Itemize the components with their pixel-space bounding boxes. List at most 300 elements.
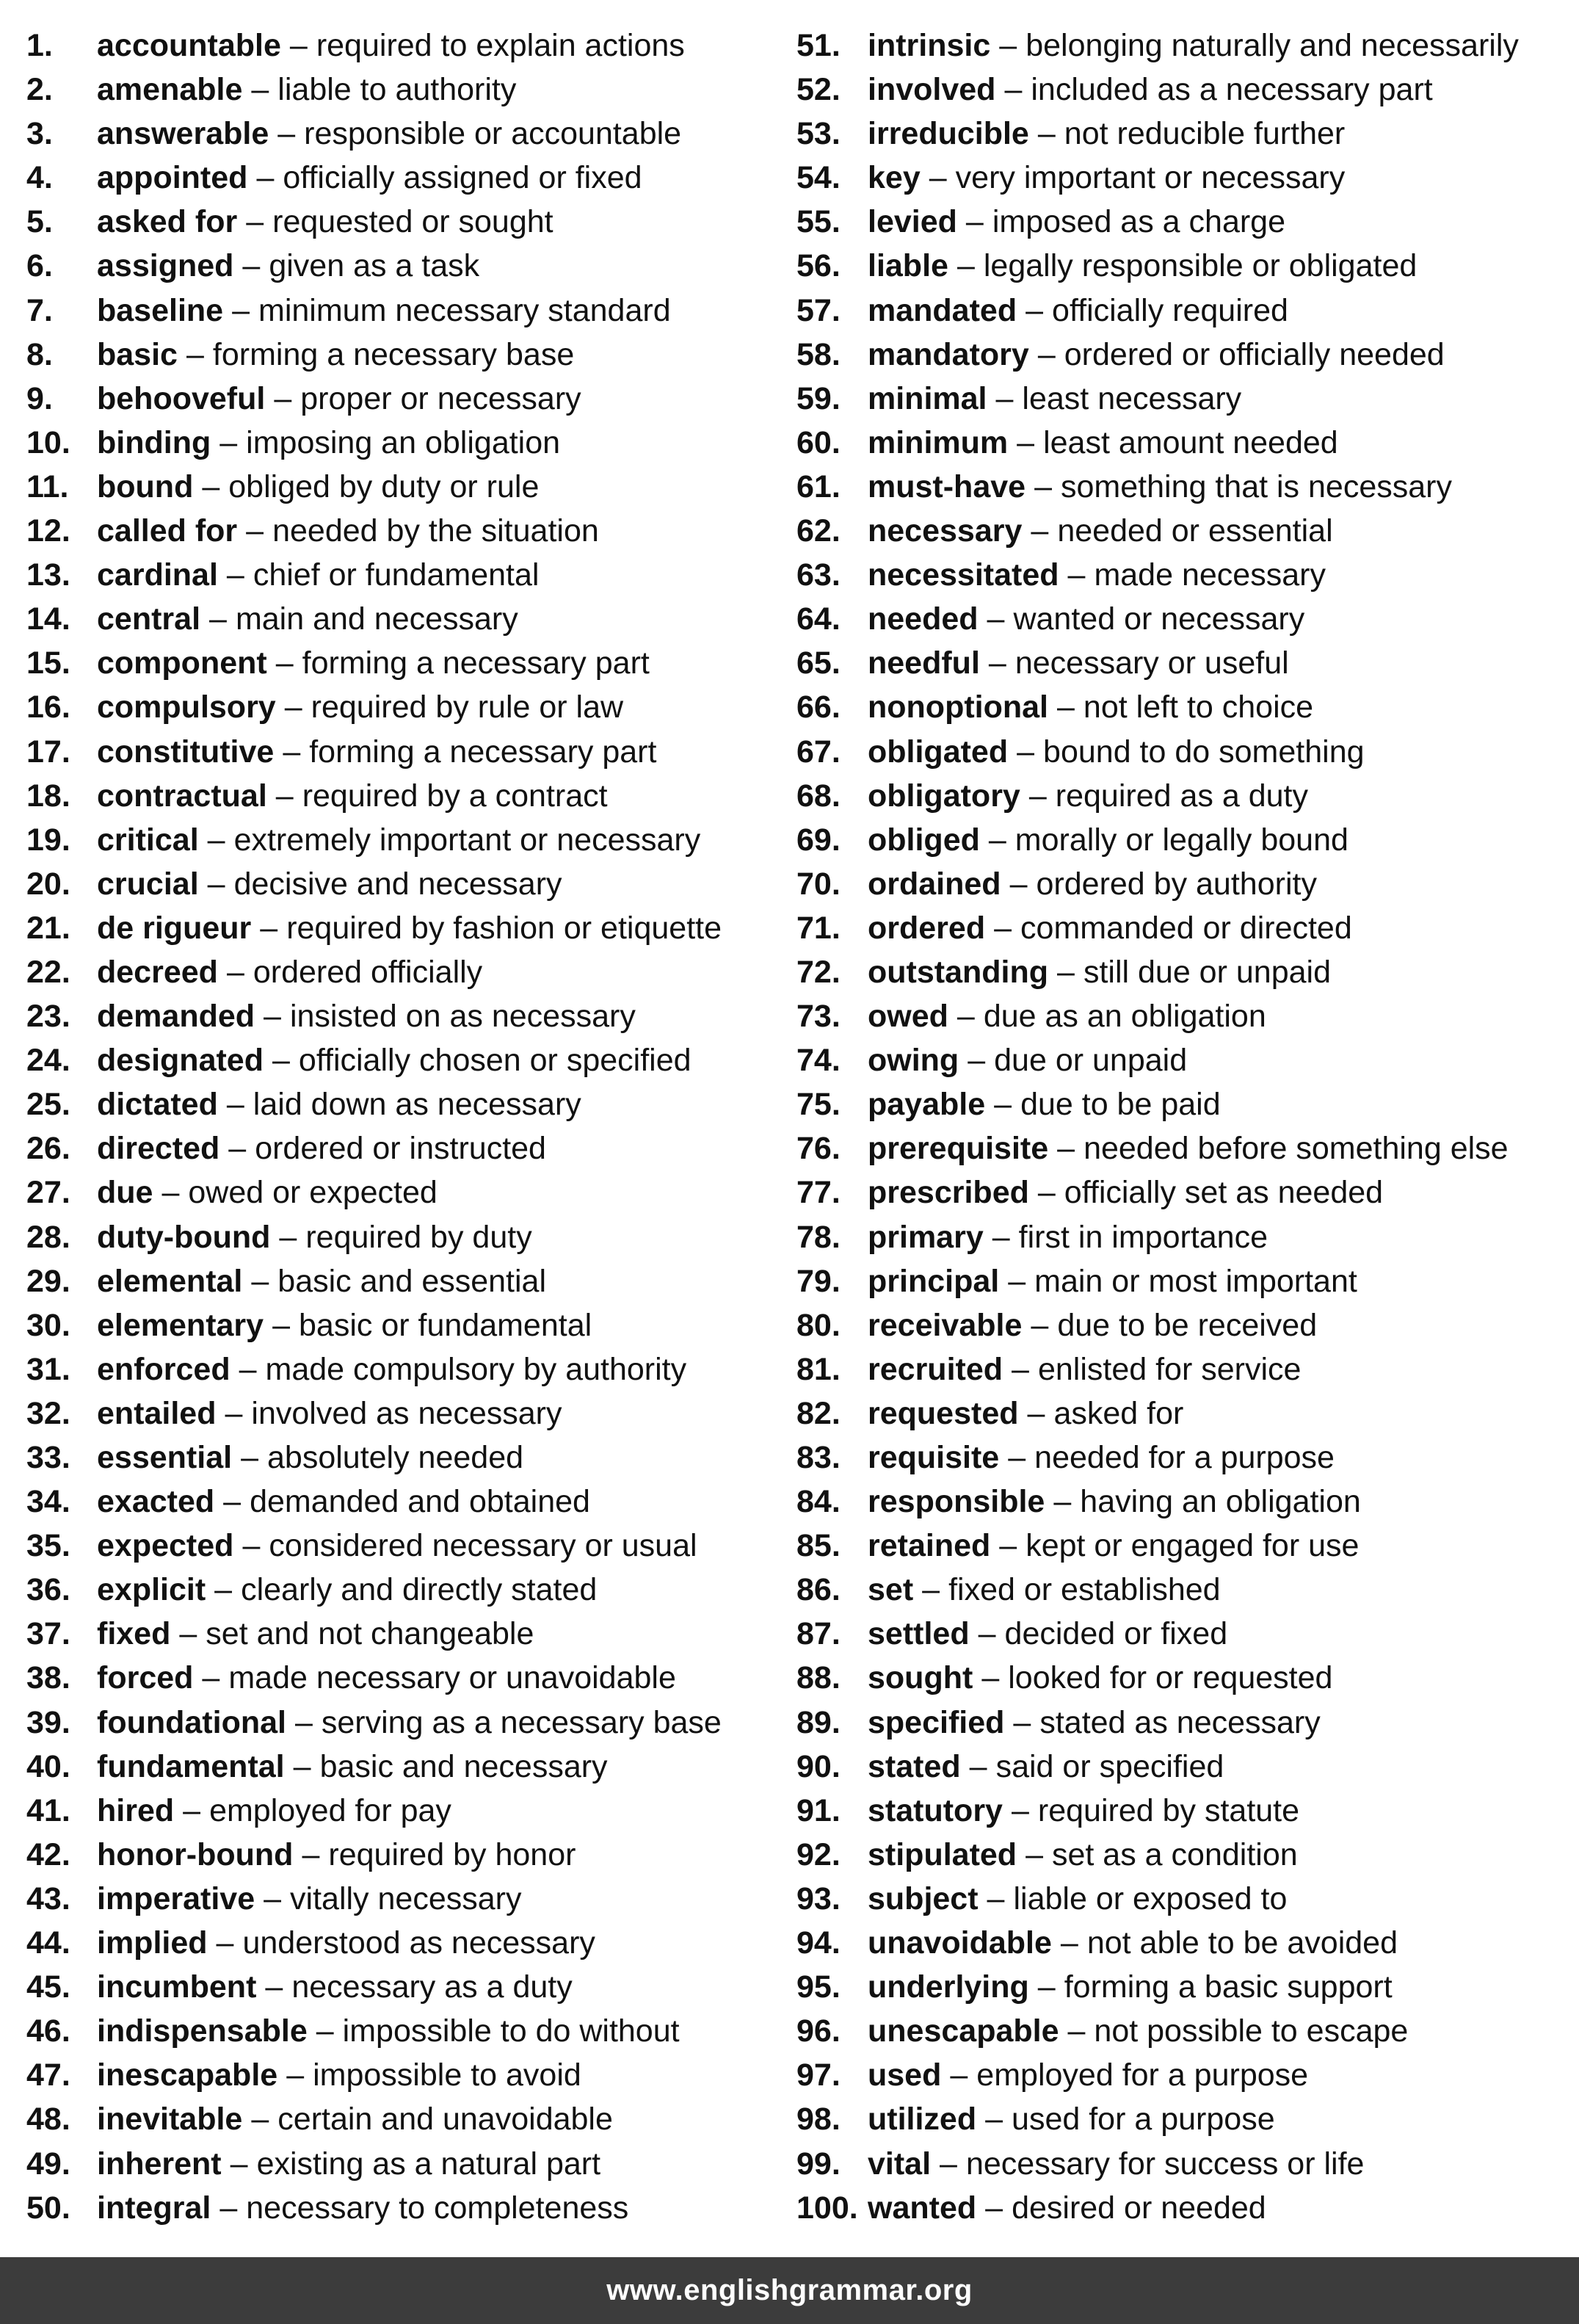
list-item <box>796 465 1575 509</box>
entry-definition: said or specified <box>995 1748 1224 1784</box>
entry-separator: – <box>264 999 281 1035</box>
entry-word: dictated <box>97 1087 218 1123</box>
entry-definition: understood as necessary <box>242 1925 595 1961</box>
entry-separator: – <box>1037 116 1056 152</box>
entry-definition: main and necessary <box>235 601 518 637</box>
entry-separator: – <box>202 1660 220 1696</box>
entry-number: 17. <box>26 734 70 770</box>
entry-definition: having an obligation <box>1080 1484 1361 1520</box>
entry-definition: proper or necessary <box>300 380 581 416</box>
list-item <box>26 68 761 112</box>
list-item <box>796 1656 1575 1700</box>
entry-word: designated <box>97 1043 264 1079</box>
entry-definition: due as an obligation <box>983 999 1266 1035</box>
entry-definition: first in importance <box>1018 1219 1268 1255</box>
entry-word: utilized <box>868 2102 977 2137</box>
list-item <box>26 730 761 774</box>
entry-number: 40. <box>26 1748 70 1784</box>
entry-definition: wanted or necessary <box>1013 601 1305 637</box>
entry-word: critical <box>97 822 199 858</box>
footer-banner <box>0 2257 1579 2324</box>
entry-word: owing <box>868 1043 959 1079</box>
list-item <box>26 289 761 333</box>
entry-word: wanted <box>868 2190 977 2226</box>
entry-word: used <box>868 2057 942 2093</box>
entry-definition: imposing an obligation <box>246 424 561 460</box>
entry-word: responsible <box>868 1484 1045 1520</box>
entry-number: 96. <box>796 2013 841 2049</box>
entry-word: needful <box>868 645 980 681</box>
entry-number: 3. <box>26 116 53 152</box>
entry-definition: forming a basic support <box>1064 1969 1393 2005</box>
entry-separator: – <box>226 1087 244 1123</box>
entry-number: 89. <box>796 1704 841 1740</box>
entry-number: 46. <box>26 2013 70 2049</box>
entry-number: 37. <box>26 1616 70 1652</box>
entry-separator: – <box>940 2146 957 2182</box>
entry-word: necessitated <box>868 557 1059 593</box>
entry-definition: laid down as necessary <box>253 1087 581 1123</box>
entry-definition: ordered or officially needed <box>1064 336 1445 372</box>
entry-separator: – <box>207 866 225 902</box>
word-list-column-right <box>796 23 1575 2230</box>
entry-separator: – <box>1037 1175 1056 1211</box>
list-item <box>796 68 1575 112</box>
entry-number: 90. <box>796 1748 841 1784</box>
list-item <box>26 333 761 377</box>
list-item <box>796 156 1575 200</box>
entry-definition: vitally necessary <box>290 1880 522 1916</box>
list-item <box>796 1259 1575 1303</box>
entry-word: appointed <box>97 160 248 196</box>
entry-definition: something that is necessary <box>1061 468 1452 504</box>
entry-word: incumbent <box>97 1969 257 2005</box>
entry-number: 30. <box>26 1307 70 1343</box>
list-item <box>796 2053 1575 2097</box>
list-item <box>26 1170 761 1215</box>
entry-definition: due to be received <box>1057 1307 1318 1343</box>
list-item <box>796 2009 1575 2053</box>
entry-number: 26. <box>26 1131 70 1167</box>
entry-separator: – <box>950 2057 968 2093</box>
entry-word: sought <box>868 1660 973 1696</box>
entry-number: 72. <box>796 954 841 990</box>
list-item <box>796 2097 1575 2141</box>
entry-number: 24. <box>26 1043 70 1079</box>
entry-number: 98. <box>796 2102 841 2137</box>
entry-number: 12. <box>26 513 70 549</box>
entry-definition: necessary or useful <box>1014 645 1289 681</box>
entry-definition: responsible or accountable <box>304 116 682 152</box>
entry-number: 97. <box>796 2057 841 2093</box>
entry-definition: legally responsible or obligated <box>983 248 1418 284</box>
entry-number: 94. <box>796 1925 841 1961</box>
entry-word: underlying <box>868 1969 1029 2005</box>
entry-definition: decisive and necessary <box>233 866 562 902</box>
entry-word: assigned <box>97 248 234 284</box>
entry-word: called for <box>97 513 238 549</box>
list-item <box>796 774 1575 818</box>
entry-definition: due to be paid <box>1020 1087 1221 1123</box>
entry-word: fundamental <box>97 1748 285 1784</box>
entry-separator: – <box>226 557 244 593</box>
entry-separator: – <box>1004 72 1023 108</box>
list-item <box>26 112 761 156</box>
entry-separator: – <box>1011 1792 1029 1828</box>
footer-url[interactable]: www.englishgrammar.org <box>606 2274 973 2306</box>
entry-number: 23. <box>26 999 70 1035</box>
entry-word: cardinal <box>97 557 218 593</box>
entry-definition: required by fashion or etiquette <box>286 910 722 946</box>
entry-definition: extremely important or necessary <box>233 822 701 858</box>
entry-separator: – <box>228 1131 247 1167</box>
entry-word: stated <box>868 1748 961 1784</box>
entry-word: enforced <box>97 1351 231 1387</box>
entry-separator: – <box>957 248 975 284</box>
entry-number: 82. <box>796 1395 841 1431</box>
entry-definition: not left to choice <box>1083 689 1314 725</box>
entry-word: outstanding <box>868 954 1049 990</box>
list-item <box>796 1082 1575 1126</box>
list-item <box>26 465 761 509</box>
entry-number: 6. <box>26 248 53 284</box>
entry-number: 18. <box>26 778 70 814</box>
entry-word: fixed <box>97 1616 171 1652</box>
entry-word: liable <box>868 248 948 284</box>
entry-word: irreducible <box>868 116 1029 152</box>
list-item <box>796 994 1575 1038</box>
entry-number: 62. <box>796 513 841 549</box>
entry-separator: – <box>957 999 975 1035</box>
entry-definition: required by a contract <box>302 778 608 814</box>
entry-separator: – <box>239 1351 257 1387</box>
entry-definition: set as a condition <box>1052 1836 1298 1872</box>
entry-number: 21. <box>26 910 70 946</box>
entry-number: 34. <box>26 1484 70 1520</box>
entry-separator: – <box>265 1969 283 2005</box>
entry-definition: made compulsory by authority <box>265 1351 687 1387</box>
list-item <box>796 289 1575 333</box>
entry-separator: – <box>1053 1484 1072 1520</box>
list-item <box>796 1126 1575 1170</box>
entry-definition: liable to authority <box>277 72 517 108</box>
entry-word: unescapable <box>868 2013 1059 2049</box>
list-item <box>26 1347 761 1391</box>
list-item <box>26 1921 761 1965</box>
entry-number: 48. <box>26 2102 70 2137</box>
entry-number: 88. <box>796 1660 841 1696</box>
entry-number: 95. <box>796 1969 841 2005</box>
entry-word: necessary <box>868 513 1023 549</box>
list-item <box>796 818 1575 862</box>
entry-definition: forming a necessary base <box>212 336 575 372</box>
entry-word: inevitable <box>97 2102 243 2137</box>
entry-word: minimum <box>868 424 1009 460</box>
list-item <box>796 377 1575 421</box>
entry-number: 73. <box>796 999 841 1035</box>
entry-word: entailed <box>97 1395 217 1431</box>
entry-separator: – <box>1067 557 1086 593</box>
entry-word: receivable <box>868 1307 1023 1343</box>
entry-number: 19. <box>26 822 70 858</box>
entry-word: must-have <box>868 468 1026 504</box>
list-item <box>796 1833 1575 1877</box>
entry-definition: kept or engaged for use <box>1026 1528 1360 1564</box>
list-item <box>796 2186 1575 2230</box>
entry-definition: enlisted for service <box>1037 1351 1302 1387</box>
entry-word: inherent <box>97 2146 222 2182</box>
entry-number: 22. <box>26 954 70 990</box>
entry-definition: considered necessary or usual <box>269 1528 697 1564</box>
entry-number: 99. <box>796 2146 841 2182</box>
entry-separator: – <box>302 1836 320 1872</box>
entry-number: 52. <box>796 72 841 108</box>
entry-word: recruited <box>868 1351 1003 1387</box>
entry-separator: – <box>1026 292 1044 328</box>
entry-separator: – <box>1037 1969 1056 2005</box>
entry-definition: made necessary <box>1094 557 1326 593</box>
entry-word: baseline <box>97 292 224 328</box>
entry-definition: required by duty <box>305 1219 532 1255</box>
entry-definition: existing as a natural part <box>256 2146 601 2182</box>
entry-separator: – <box>965 204 984 240</box>
entry-number: 56. <box>796 248 841 284</box>
entry-number: 63. <box>796 557 841 593</box>
entry-number: 53. <box>796 116 841 152</box>
entry-definition: requested or sought <box>272 204 553 240</box>
entry-separator: – <box>279 1219 297 1255</box>
entry-word: statutory <box>868 1792 1003 1828</box>
entry-word: duty-bound <box>97 1219 271 1255</box>
entry-definition: necessary as a duty <box>291 1969 573 2005</box>
list-item <box>26 906 761 950</box>
entry-word: owed <box>868 999 948 1035</box>
entry-definition: ordered by authority <box>1036 866 1317 902</box>
entry-word: obligated <box>868 734 1009 770</box>
entry-definition: ordered or instructed <box>255 1131 546 1167</box>
list-item <box>26 1789 761 1833</box>
entry-number: 55. <box>796 204 841 240</box>
entry-word: unavoidable <box>868 1925 1052 1961</box>
list-item <box>796 1215 1575 1259</box>
entry-number: 74. <box>796 1043 841 1079</box>
entry-definition: required by honor <box>328 1836 576 1872</box>
entry-word: hired <box>97 1792 175 1828</box>
entry-definition: given as a task <box>269 248 480 284</box>
list-item <box>796 1038 1575 1082</box>
entry-number: 70. <box>796 866 841 902</box>
entry-separator: – <box>251 2102 269 2137</box>
entry-separator: – <box>251 1263 269 1299</box>
entry-separator: – <box>277 116 296 152</box>
entry-separator: – <box>1031 1307 1049 1343</box>
entry-word: ordained <box>868 866 1001 902</box>
entry-definition: desired or needed <box>1012 2190 1266 2226</box>
entry-number: 47. <box>26 2057 70 2093</box>
list-item <box>796 244 1575 288</box>
entry-number: 15. <box>26 645 70 681</box>
entry-number: 50. <box>26 2190 70 2226</box>
list-item <box>26 1038 761 1082</box>
entry-separator: – <box>968 1043 986 1079</box>
entry-number: 69. <box>796 822 841 858</box>
entry-separator: – <box>251 72 269 108</box>
entry-word: binding <box>97 424 211 460</box>
entry-separator: – <box>284 689 302 725</box>
entry-number: 80. <box>796 1307 841 1343</box>
entry-definition: main or most important <box>1034 1263 1357 1299</box>
list-item <box>26 377 761 421</box>
entry-definition: necessary for success or life <box>965 2146 1365 2182</box>
entry-word: component <box>97 645 267 681</box>
entry-number: 10. <box>26 424 70 460</box>
entry-number: 8. <box>26 336 53 372</box>
entry-number: 59. <box>796 380 841 416</box>
entry-separator: – <box>988 645 1006 681</box>
list-item <box>26 1524 761 1568</box>
entry-separator: – <box>1009 866 1028 902</box>
entry-number: 68. <box>796 778 841 814</box>
entry-word: imperative <box>97 1880 255 1916</box>
list-item <box>796 1303 1575 1347</box>
entry-word: elemental <box>97 1263 243 1299</box>
list-item <box>26 862 761 906</box>
entry-definition: basic or fundamental <box>299 1307 592 1343</box>
entry-separator: – <box>1028 778 1047 814</box>
list-item <box>796 950 1575 994</box>
entry-word: crucial <box>97 866 199 902</box>
list-item <box>26 2053 761 2097</box>
entry-separator: – <box>994 910 1012 946</box>
list-item <box>26 2009 761 2053</box>
entry-word: indispensable <box>97 2013 308 2049</box>
entry-word: constitutive <box>97 734 275 770</box>
list-item <box>26 2097 761 2141</box>
entry-separator: – <box>999 1528 1017 1564</box>
entry-number: 75. <box>796 1087 841 1123</box>
entry-separator: – <box>202 468 220 504</box>
list-item <box>26 1568 761 1612</box>
entry-separator: – <box>1017 734 1035 770</box>
entry-separator: – <box>232 292 250 328</box>
entry-word: forced <box>97 1660 194 1696</box>
entry-definition: obliged by duty or rule <box>228 468 540 504</box>
entry-separator: – <box>994 1087 1012 1123</box>
entry-word: accountable <box>97 28 281 63</box>
list-item <box>26 2186 761 2230</box>
entry-separator: – <box>1008 1440 1026 1475</box>
entry-definition: officially required <box>1052 292 1288 328</box>
entry-number: 67. <box>796 734 841 770</box>
entry-separator: – <box>1026 1836 1043 1872</box>
entry-number: 54. <box>796 160 841 196</box>
entry-number: 36. <box>26 1572 70 1608</box>
entry-definition: officially assigned or fixed <box>283 160 642 196</box>
entry-definition: clearly and directly stated <box>241 1572 598 1608</box>
entry-word: prescribed <box>868 1175 1029 1211</box>
entry-word: retained <box>868 1528 991 1564</box>
list-item <box>26 818 761 862</box>
entry-number: 49. <box>26 2146 70 2182</box>
list-item <box>26 1745 761 1789</box>
entry-separator: – <box>1057 1131 1075 1167</box>
entry-word: minimal <box>868 380 987 416</box>
entry-definition: required by rule or law <box>311 689 624 725</box>
entry-word: intrinsic <box>868 28 991 63</box>
entry-definition: looked for or requested <box>1008 1660 1333 1696</box>
list-item <box>26 1303 761 1347</box>
entry-word: specified <box>868 1704 1005 1740</box>
entry-number: 11. <box>26 468 69 504</box>
entry-definition: set and not changeable <box>206 1616 534 1652</box>
entry-separator: – <box>246 204 264 240</box>
entry-definition: chief or fundamental <box>253 557 540 593</box>
entry-definition: basic and necessary <box>319 1748 608 1784</box>
entry-separator: – <box>274 380 292 416</box>
entry-definition: forming a necessary part <box>302 645 650 681</box>
list-item <box>796 1701 1575 1745</box>
entry-word: prerequisite <box>868 1131 1049 1167</box>
entry-separator: – <box>260 910 278 946</box>
list-item <box>26 1391 761 1436</box>
entry-definition: needed for a purpose <box>1034 1440 1335 1475</box>
entry-separator: – <box>929 160 947 196</box>
entry-definition: not possible to escape <box>1094 2013 1409 2049</box>
entry-definition: liable or exposed to <box>1013 1880 1288 1916</box>
entry-number: 79. <box>796 1263 841 1299</box>
entry-separator: – <box>922 1572 940 1608</box>
list-item <box>796 685 1575 729</box>
entry-word: ordered <box>868 910 986 946</box>
entry-definition: impossible to avoid <box>313 2057 581 2093</box>
entry-definition: used for a purpose <box>1012 2102 1275 2137</box>
entry-number: 93. <box>796 1880 841 1916</box>
entry-number: 92. <box>796 1836 841 1872</box>
entry-number: 64. <box>796 601 841 637</box>
entry-word: behooveful <box>97 380 266 416</box>
list-item <box>796 1524 1575 1568</box>
entry-number: 77. <box>796 1175 841 1211</box>
list-item <box>26 774 761 818</box>
list-item <box>26 1259 761 1303</box>
entry-word: primary <box>868 1219 984 1255</box>
entry-number: 66. <box>796 689 841 725</box>
entry-separator: – <box>985 2102 1003 2137</box>
entry-definition: officially chosen or specified <box>298 1043 692 1079</box>
entry-separator: – <box>1017 424 1035 460</box>
list-item <box>796 1921 1575 1965</box>
entry-separator: – <box>995 380 1014 416</box>
list-item <box>796 553 1575 597</box>
list-item <box>26 1436 761 1480</box>
entry-separator: – <box>225 1395 243 1431</box>
list-item <box>26 597 761 641</box>
entry-separator: – <box>978 1616 996 1652</box>
entry-word: de rigueur <box>97 910 252 946</box>
entry-definition: belonging naturally and necessarily <box>1026 28 1519 63</box>
entry-word: levied <box>868 204 957 240</box>
entry-separator: – <box>272 1307 290 1343</box>
list-item <box>26 421 761 465</box>
entry-word: essential <box>97 1440 233 1475</box>
entry-number: 81. <box>796 1351 841 1387</box>
entry-separator: – <box>256 160 275 196</box>
list-item <box>26 1877 761 1921</box>
list-item <box>796 421 1575 465</box>
list-item <box>26 2142 761 2186</box>
entry-number: 42. <box>26 1836 70 1872</box>
entry-definition: bound to do something <box>1043 734 1365 770</box>
